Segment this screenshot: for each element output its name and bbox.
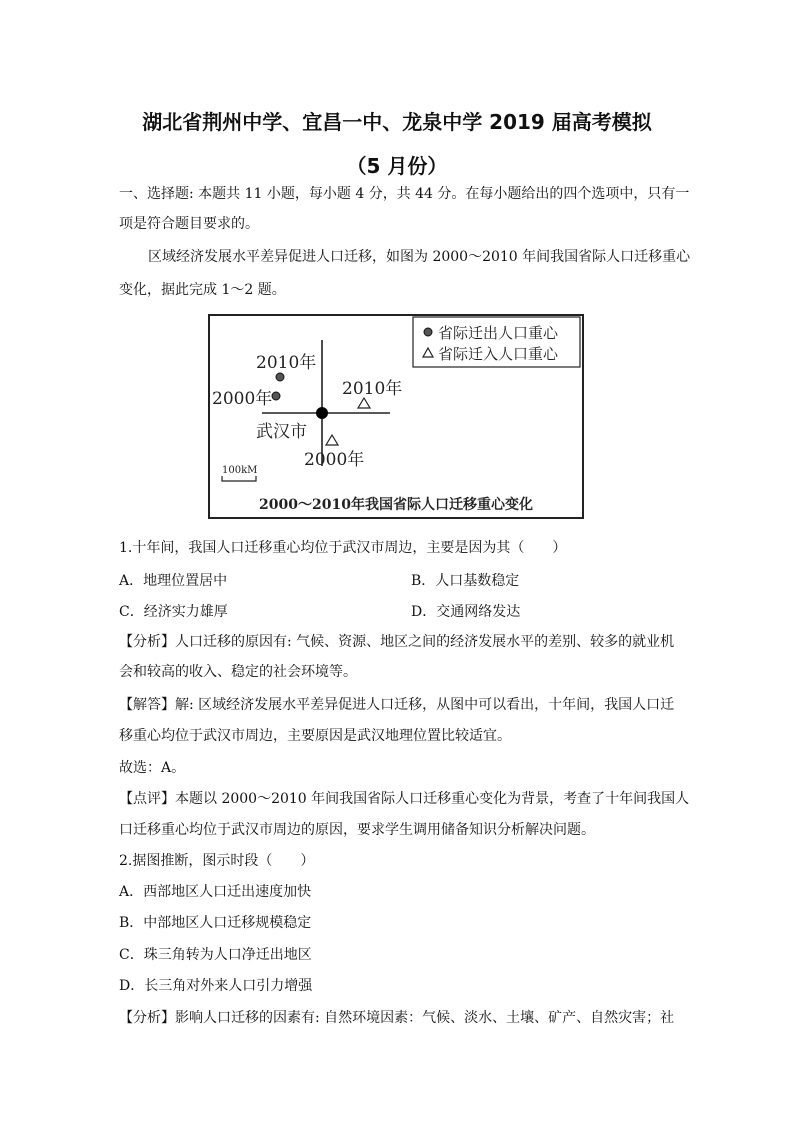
legend-out-label: 省际迁出人口重心 bbox=[438, 324, 559, 342]
q1-answer-cont: 移重心均位于武汉市周边，主要原因是武汉地理位置比较适宜。 bbox=[119, 728, 511, 744]
q2-option-c: C．珠三角转为人口净迁出地区 bbox=[119, 947, 312, 963]
q1-answer: 【解答】解: 区域经济发展水平差异促进人口迁移，从图中可以看出，十年间，我国人口迁 bbox=[119, 697, 675, 713]
q1-option-d: D．交通网络发达 bbox=[411, 604, 521, 620]
doc-title-line1: 湖北省荆州中学、宜昌一中、龙泉中学 2019 届高考模拟 bbox=[142, 110, 652, 134]
figure-canvas bbox=[210, 316, 582, 517]
q1-comment-cont: 口迁移重心均位于武汉市周边的原因，要求学生调用储备知识分析解决问题。 bbox=[119, 822, 595, 838]
migration-center-figure bbox=[208, 314, 584, 519]
intro-paragraph-cont: 变化，据此完成 1～2 题。 bbox=[119, 282, 286, 298]
q1-analysis-cont: 会和较高的收入、稳定的社会环境等。 bbox=[119, 664, 357, 680]
q1-choice: 故选：A。 bbox=[119, 760, 186, 776]
in-2000-label: 2000年 bbox=[304, 450, 365, 470]
legend-in-label: 省际迁入人口重心 bbox=[438, 345, 559, 363]
in-center-2000 bbox=[326, 435, 338, 445]
q1-option-c: C．经济实力雄厚 bbox=[119, 604, 228, 620]
out-2010-label: 2010年 bbox=[256, 353, 317, 373]
section-header-cont: 项是符合题目要求的。 bbox=[119, 216, 259, 232]
q1-stem: 1.十年间，我国人口迁移重心均位于武汉市周边，主要是因为其（ ） bbox=[119, 540, 567, 556]
doc-title-line2: （5 月份） bbox=[346, 154, 448, 178]
q2-stem: 2.据图推断，图示时段（ ） bbox=[119, 853, 315, 869]
wuhan-point bbox=[316, 407, 328, 419]
in-2010-label: 2010年 bbox=[342, 379, 403, 399]
scale-label: 100kM bbox=[222, 465, 258, 476]
figure-caption: 2000～2010年我国省际人口迁移重心变化 bbox=[259, 497, 533, 513]
in-center-2010 bbox=[358, 398, 370, 408]
q2-option-b: B．中部地区人口迁移规模稳定 bbox=[119, 915, 312, 931]
intro-paragraph: 区域经济发展水平差异促进人口迁移，如图为 2000～2010 年间我国省际人口迁移重心 bbox=[148, 249, 691, 265]
legend-out-marker bbox=[424, 328, 432, 336]
q1-analysis: 【分析】人口迁移的原因有: 气候、资源、地区之间的经济发展水平的差别、较多的就业机 bbox=[119, 634, 675, 650]
out-center-2000 bbox=[272, 392, 280, 400]
q2-analysis: 【分析】影响人口迁移的因素有: 自然环境因素：气候、淡水、土壤、矿产、自然灾害；社 bbox=[119, 1010, 675, 1026]
section-header: 一、选择题: 本题共 11 小题，每小题 4 分，共 44 分。在每小题给出的四个选项中，只有一 bbox=[119, 186, 690, 202]
q1-option-a: A．地理位置居中 bbox=[119, 573, 228, 589]
q1-comment: 【点评】本题以 2000～2010 年间我国省际人口迁移重心变化为背景，考查了十年间我国人 bbox=[119, 791, 690, 807]
q1-option-b: B．人口基数稳定 bbox=[411, 573, 520, 589]
scale-bar bbox=[222, 476, 256, 481]
out-center-2010 bbox=[276, 373, 284, 381]
q2-option-d: D．长三角对外来人口引力增强 bbox=[119, 978, 313, 994]
out-2000-label: 2000年 bbox=[212, 389, 273, 409]
city-label: 武汉市 bbox=[256, 422, 307, 442]
q2-option-a: A．西部地区人口迁出速度加快 bbox=[119, 884, 312, 900]
